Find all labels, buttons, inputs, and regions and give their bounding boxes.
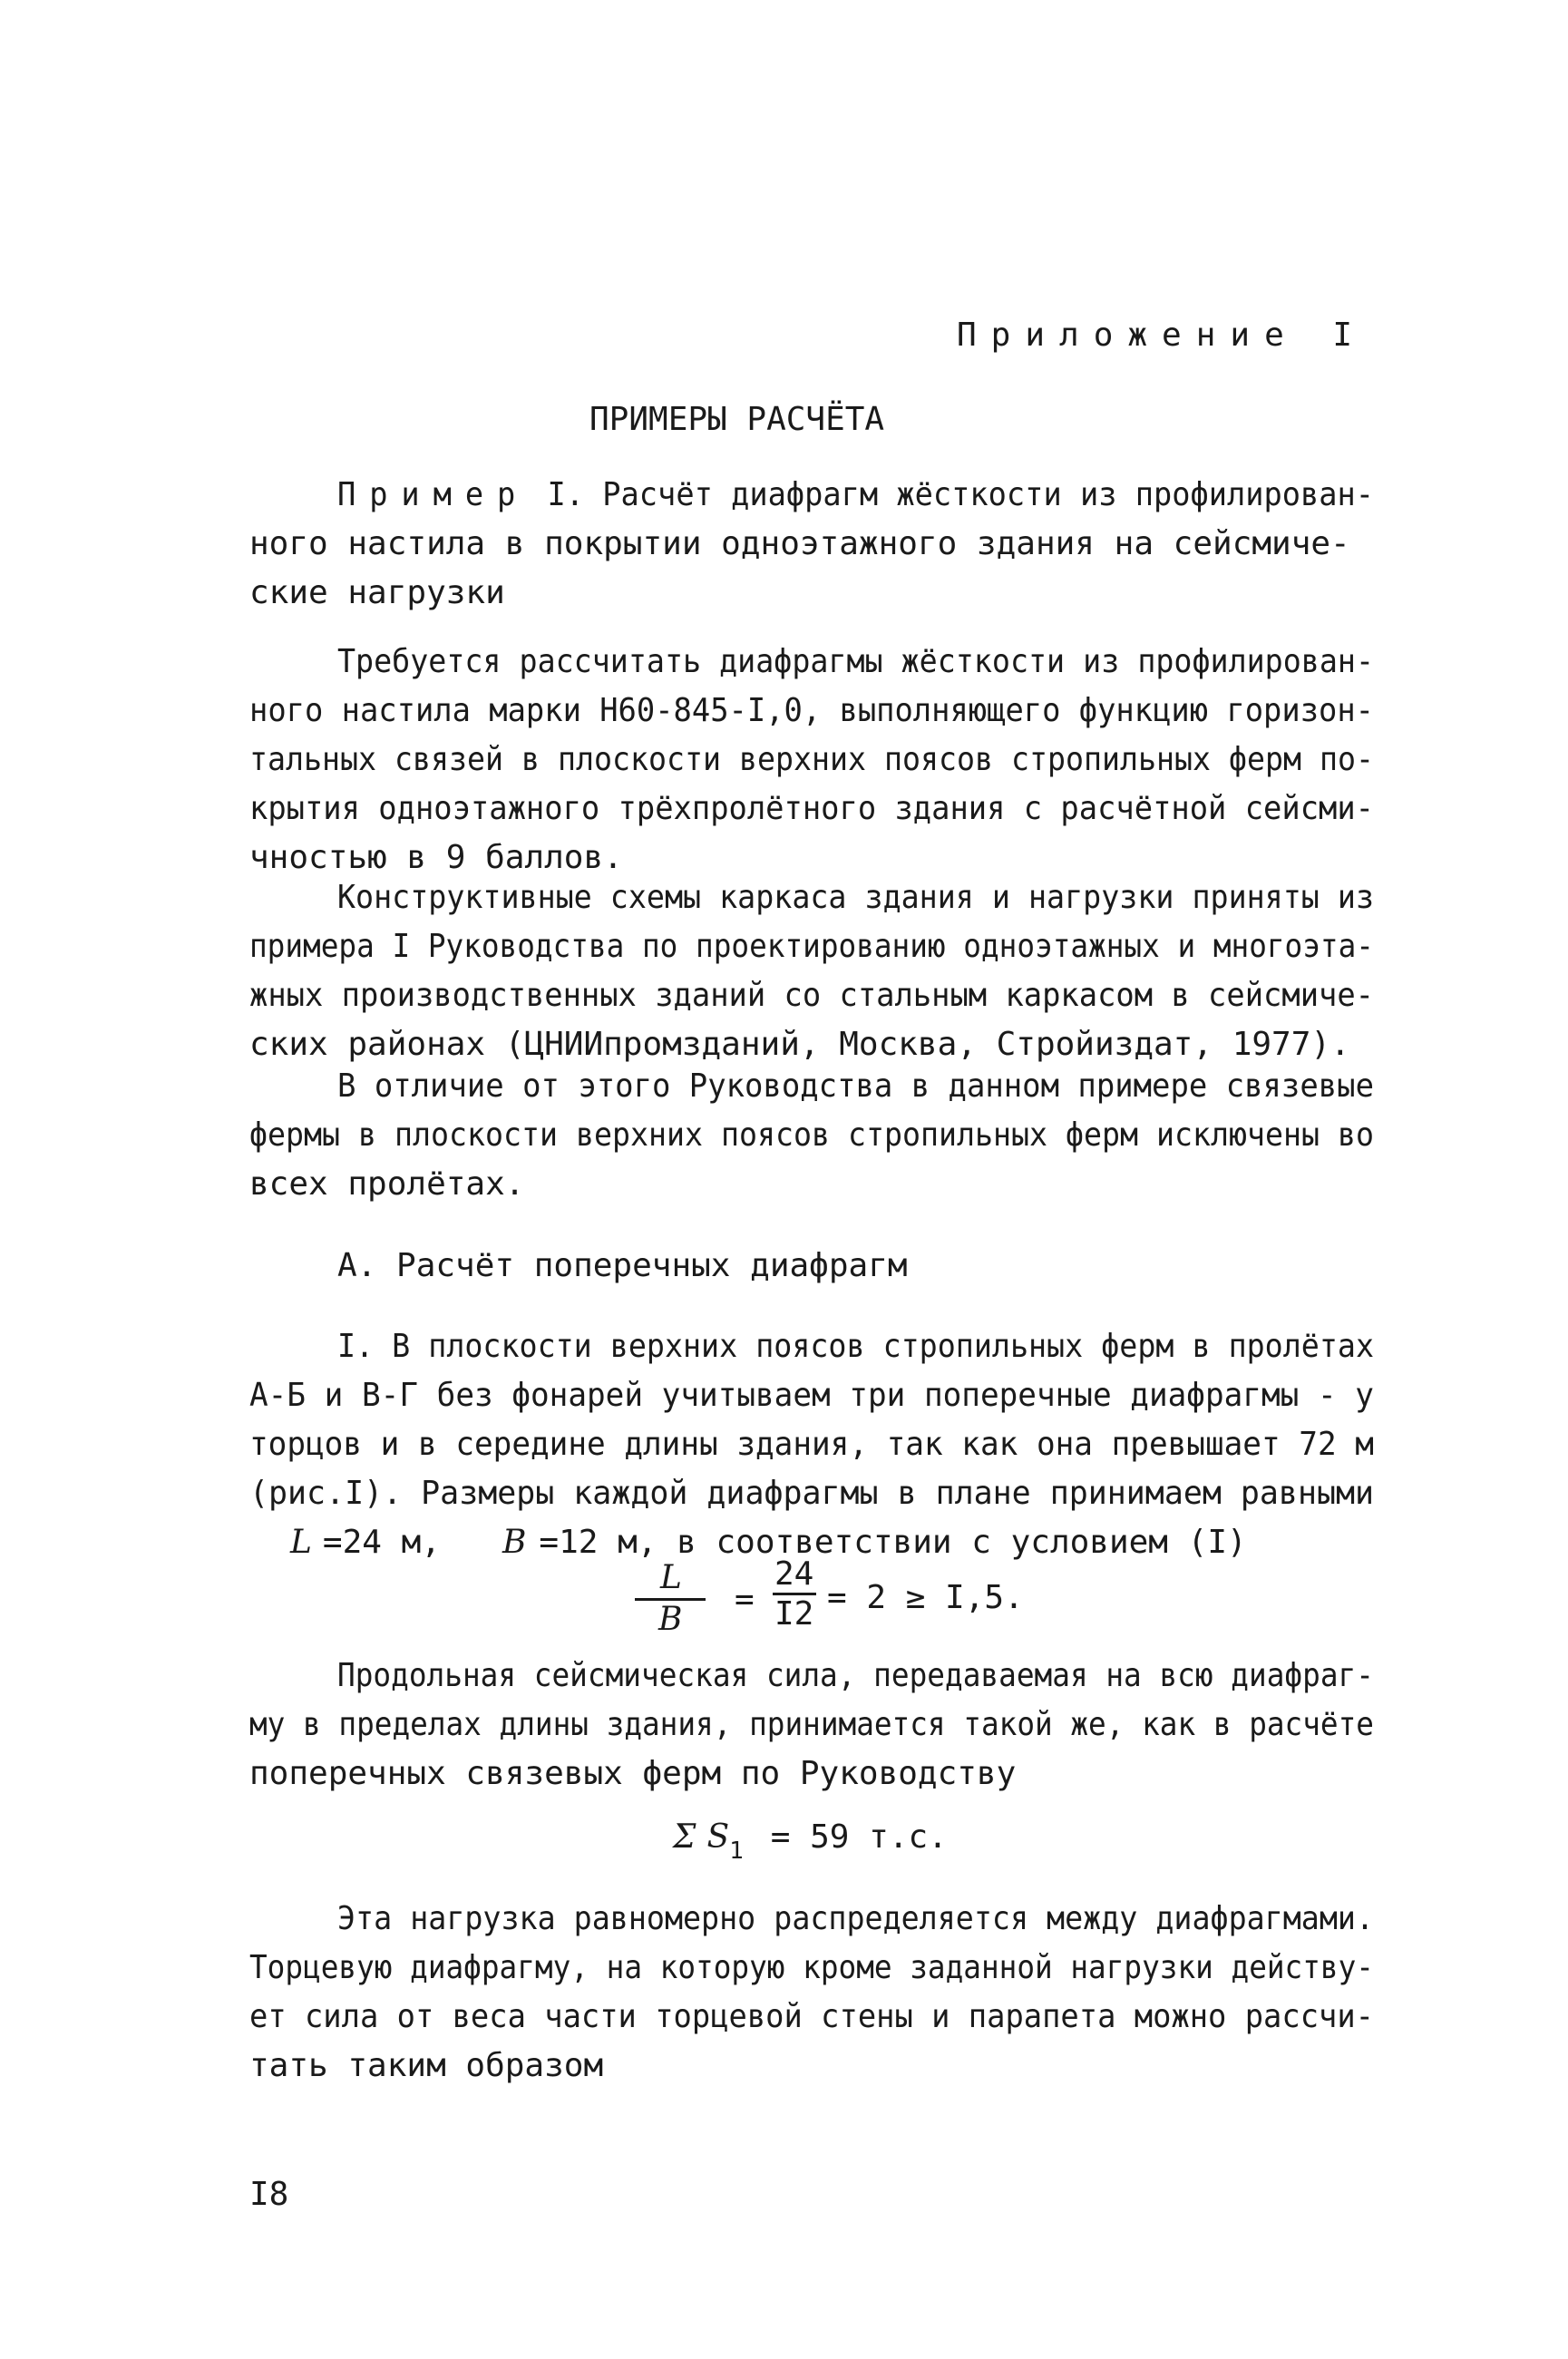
para4-line-3: поперечных связевых ферм по Руководству xyxy=(249,1755,1017,1792)
section-a-heading: А. Расчёт поперечных диафрагм xyxy=(337,1247,908,1284)
ratio-equals: = xyxy=(735,1581,755,1618)
example-title-line-2: ного настила в покрытии одноэтажного здания на сейсмиче- xyxy=(249,525,1350,562)
para5-line-3: ет сила от веса части торцевой стены и парапета можно рассчи- xyxy=(249,1998,1375,2035)
symbol-l: L xyxy=(290,1524,312,1561)
sum-result: = 59 т.с. xyxy=(770,1818,948,1856)
example-title-line-3: ские нагрузки xyxy=(249,574,505,611)
b-value: =12 м, в соответствии с условием (I) xyxy=(539,1524,1247,1561)
s-subscript: 1 xyxy=(729,1837,744,1865)
dimensions-line xyxy=(290,1526,1247,1559)
symbol-b: B xyxy=(502,1524,527,1561)
example-title-rest: I. Расчёт диафрагм жёсткости из профилирован- xyxy=(529,476,1375,513)
para5-line-2: Торцевую диафрагму, на которую кроме заданной нагрузки действу- xyxy=(249,1949,1374,1986)
item1-line-3: торцов и в середине длины здания, так как она превышает 72 м xyxy=(249,1426,1374,1463)
page-number: I8 xyxy=(249,2176,289,2213)
para2-line-3: жных производственных зданий со стальным каркасом в сейсмиче- xyxy=(249,977,1375,1014)
example-word: Пример xyxy=(337,476,530,513)
para4-line-2: му в пределах длины здания, принимается такой же, как в расчёте xyxy=(249,1706,1374,1743)
item1-line-1: I. В плоскости верхних поясов стропильных ферм в пролётах xyxy=(337,1328,1375,1365)
heading: ПРИМЕРЫ РАСЧЁТА xyxy=(589,401,885,438)
ratio-denominator: B xyxy=(658,1601,683,1638)
para2-line-4: ских районах (ЦНИИпромзданий, Москва, Стройиздат, 1977). xyxy=(249,1026,1350,1063)
para3-line-3: всех пролётах. xyxy=(249,1165,525,1203)
para1-line-5: чностью в 9 баллов. xyxy=(249,839,623,876)
item1-line-4: (рис.I). Размеры каждой диафрагмы в плане принимаем равными xyxy=(249,1475,1375,1512)
para1-line-2: ного настила марки Н60-845-I,0, выполняющего функцию горизон- xyxy=(249,692,1375,729)
para2-line-2: примера I Руководства по проектированию одноэтажных и многоэта- xyxy=(249,928,1374,965)
para1-line-4: крытия одноэтажного трёхпролётного здания с расчётной сейсми- xyxy=(249,790,1375,827)
ratio-result: = 2 ≥ I,5. xyxy=(827,1579,1024,1616)
para2-line-1: Конструктивные схемы каркаса здания и нагрузки приняты из xyxy=(337,879,1375,916)
ratio-numerator: L xyxy=(660,1559,682,1596)
appendix-label: Приложение I xyxy=(957,317,1368,354)
example-title-line-1 xyxy=(337,476,1375,513)
ratio-numerator-2: 24 xyxy=(774,1555,814,1593)
l-value: =24 м, xyxy=(322,1524,441,1561)
sum-formula xyxy=(673,1818,948,1865)
para1-line-1: Требуется рассчитать диафрагмы жёсткости из профилирован- xyxy=(337,643,1375,680)
para5-line-4: тать таким образом xyxy=(249,2047,604,2084)
sigma-symbol: Σ xyxy=(673,1818,696,1856)
para3-line-1: В отличие от этого Руководства в данном примере связевые xyxy=(337,1067,1374,1105)
para3-line-2: фермы в плоскости верхних поясов стропильных ферм исключены во xyxy=(249,1116,1375,1154)
para4-line-1: Продольная сейсмическая сила, передаваемая на всю диафраг- xyxy=(337,1657,1374,1694)
para5-line-1: Эта нагрузка равномерно распределяется между диафрагмами. xyxy=(337,1900,1375,1937)
para1-line-3: тальных связей в плоскости верхних поясов стропильных ферм по- xyxy=(249,741,1375,778)
item1-line-2: А-Б и В-Г без фонарей учитываем три поперечные диафрагмы - у xyxy=(249,1377,1374,1414)
s-symbol: S xyxy=(706,1818,730,1856)
ratio-denominator-2: I2 xyxy=(774,1595,814,1633)
